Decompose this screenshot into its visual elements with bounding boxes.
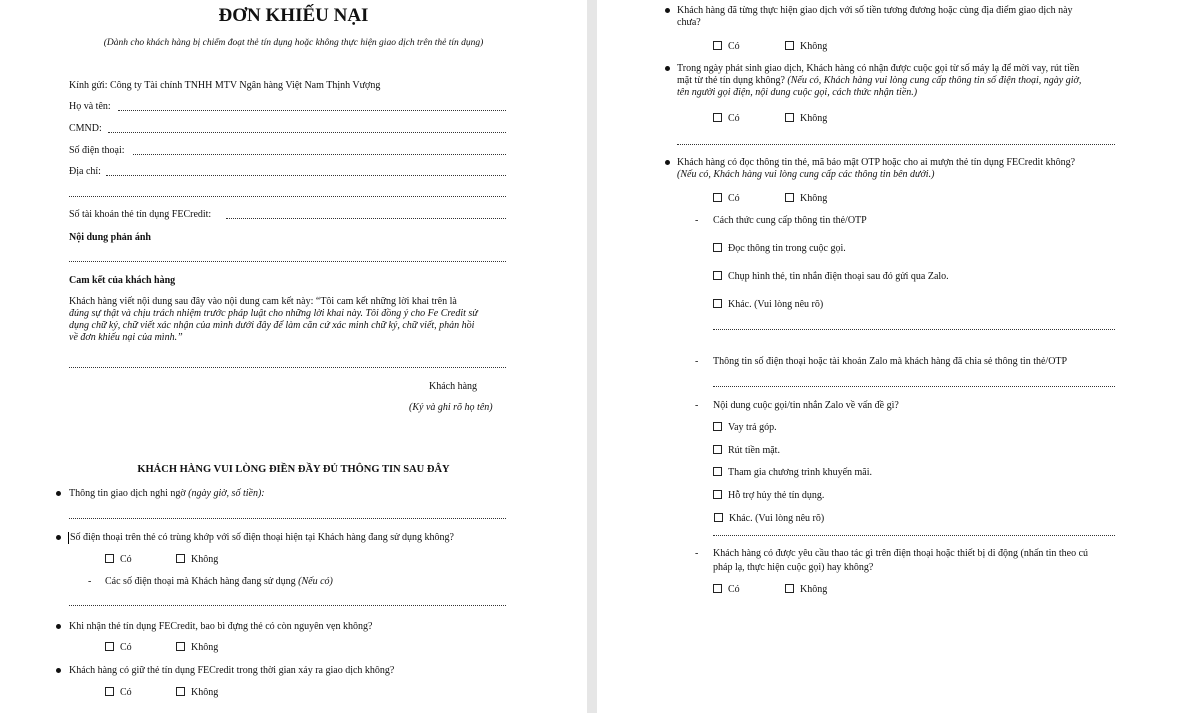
commit-text-line1 bbox=[69, 296, 457, 308]
q1-hint: (ngày giờ, số tiền): bbox=[185, 488, 265, 499]
q4-text: Khách hàng có giữ thẻ tín dụng FECredit trong thời gian xảy ra giao dịch không? bbox=[69, 665, 395, 676]
yes-label: Có bbox=[120, 687, 132, 698]
yes-label: Có bbox=[728, 113, 740, 124]
bullet bbox=[665, 160, 670, 165]
checkbox-icon[interactable] bbox=[176, 687, 185, 696]
checkbox-icon[interactable] bbox=[105, 554, 114, 563]
bullet bbox=[56, 668, 61, 673]
text-cursor bbox=[68, 532, 69, 544]
opt-other-label: Khác. (Vui lòng nêu rõ) bbox=[728, 299, 824, 310]
no-label: Không bbox=[800, 584, 828, 595]
opt-other-field[interactable] bbox=[713, 329, 1115, 330]
q4-yes-option[interactable] bbox=[105, 687, 132, 699]
opt-other2[interactable] bbox=[714, 513, 824, 525]
no-label: Không bbox=[191, 642, 219, 653]
bullet bbox=[56, 491, 61, 496]
q6-text-line3: tên người gọi điện, nội dung cuộc gọi, cách thức nhận tiền.) bbox=[677, 87, 918, 98]
q2-yes-option[interactable] bbox=[105, 554, 132, 566]
checkbox-icon[interactable] bbox=[105, 687, 114, 696]
dash-marker: - bbox=[695, 215, 699, 226]
checkbox-icon[interactable] bbox=[785, 113, 794, 122]
bullet bbox=[56, 535, 61, 540]
section-heading: KHÁCH HÀNG VUI LÒNG ĐIỀN ĐẦY ĐỦ THÔNG TIN SAU ĐÂY bbox=[137, 464, 450, 475]
commit-text-line3: dụng chữ ký, chữ viết xác nhận của mình dưới đây để làm căn cứ xác minh chữ ký, chữ viết, phản hồi bbox=[69, 320, 475, 331]
checkbox-icon[interactable] bbox=[785, 193, 794, 202]
q5-yes-option[interactable] bbox=[713, 41, 740, 53]
q6-text-line2 bbox=[677, 75, 1081, 87]
no-label: Không bbox=[191, 687, 219, 698]
customer-label: Khách hàng bbox=[429, 381, 478, 392]
q2-sub-text bbox=[105, 576, 333, 588]
name-field[interactable] bbox=[118, 110, 506, 111]
sub-phone-zalo-field[interactable] bbox=[713, 386, 1115, 387]
q1-label: Thông tin giao dịch nghi ngờ bbox=[69, 488, 186, 499]
q6-text-line2-hint: (Nếu có, Khách hàng vui lòng cung cấp thông tin số điện thoại, ngày giờ, bbox=[787, 75, 1082, 86]
checkbox-icon[interactable] bbox=[176, 554, 185, 563]
opt-installment-label: Vay trả góp. bbox=[728, 422, 777, 433]
yes-label: Có bbox=[728, 193, 740, 204]
checkbox-icon[interactable] bbox=[713, 299, 722, 308]
sub-method-text: Cách thức cung cấp thông tin thẻ/OTP bbox=[713, 215, 867, 226]
opt-cancel[interactable] bbox=[713, 490, 824, 502]
q6-yes-option[interactable] bbox=[713, 113, 740, 125]
commit-text-line4: về đơn khiếu nại của mình.” bbox=[69, 332, 183, 343]
checkbox-icon[interactable] bbox=[176, 642, 185, 651]
checkbox-icon[interactable] bbox=[713, 422, 722, 431]
checkbox-icon[interactable] bbox=[713, 113, 722, 122]
q5-no-option[interactable] bbox=[785, 41, 827, 53]
bullet bbox=[665, 66, 670, 71]
opt-photo-zalo-label: Chụp hình thẻ, tin nhắn điện thoại sau đó gửi qua Zalo. bbox=[728, 271, 949, 282]
q5-text-line2: chưa? bbox=[677, 17, 701, 28]
opt-promo[interactable] bbox=[713, 467, 872, 479]
sub-device-line2: pháp lạ, thực hiện cuộc gọi) hay không? bbox=[713, 562, 874, 573]
commit-text-line2: đúng sự thật và chịu trách nhiệm trước pháp luật cho những lời khai này. Tôi đồng ý cho Fe Credit sử bbox=[69, 308, 478, 319]
phone-label: Số điện thoại: bbox=[69, 145, 125, 156]
opt-other2-label: Khác. (Vui lòng nêu rõ) bbox=[729, 513, 825, 524]
q2-sub-hint: (Nếu có) bbox=[295, 576, 333, 587]
dash-marker: - bbox=[695, 356, 699, 367]
device-no-option[interactable] bbox=[785, 584, 827, 596]
document-page-1 bbox=[0, 0, 587, 713]
opt-cancel-label: Hỗ trợ hủy thẻ tín dụng. bbox=[728, 490, 825, 501]
phone-field[interactable] bbox=[133, 154, 506, 155]
address-label: Địa chỉ: bbox=[69, 166, 101, 177]
q6-text-line1: Trong ngày phát sinh giao dịch, Khách hàng có nhận được cuộc gọi từ số máy lạ để mời vay, rút tiền bbox=[677, 63, 1080, 74]
addressee: Kính gửi: Công ty Tài chính TNHH MTV Ngân hàng Việt Nam Thịnh Vượng bbox=[69, 80, 381, 91]
dash-marker: - bbox=[695, 400, 699, 411]
checkbox-icon[interactable] bbox=[785, 584, 794, 593]
opt-installment[interactable] bbox=[713, 422, 777, 434]
account-label: Số tài khoản thẻ tín dụng FECredit: bbox=[69, 209, 212, 220]
q2-sub-label: Các số điện thoại mà Khách hàng đang sử dụng bbox=[105, 576, 296, 587]
document-page-2 bbox=[597, 0, 1200, 713]
checkbox-icon[interactable] bbox=[713, 193, 722, 202]
name-label: Họ và tên: bbox=[69, 101, 111, 112]
opt-other[interactable] bbox=[713, 299, 823, 311]
commit-text-line1-span: Khách hàng viết nội dung sau đây vào nội dung cam kết này: “Tôi cam kết những lời khai trên là bbox=[69, 296, 457, 307]
form-title: ĐƠN KHIẾU NẠI bbox=[218, 5, 369, 26]
checkbox-icon[interactable] bbox=[713, 467, 722, 476]
sub-phone-zalo-text: Thông tin số điện thoại hoặc tài khoản Zalo mà khách hàng đã chia sẻ thông tin thẻ/OTP bbox=[713, 356, 1068, 367]
q2-sub-field[interactable] bbox=[69, 605, 506, 606]
yes-label: Có bbox=[120, 642, 132, 653]
id-label: CMND: bbox=[69, 123, 102, 134]
id-field[interactable] bbox=[108, 132, 506, 133]
opt-read-call[interactable] bbox=[713, 243, 846, 255]
content-heading: Nội dung phản ánh bbox=[69, 232, 151, 243]
no-label: Không bbox=[191, 554, 219, 565]
q4-no-option[interactable] bbox=[176, 687, 218, 699]
q2-text: Số điện thoại trên thẻ có trùng khớp với số điện thoại hiện tại Khách hàng đang sử dụng không? bbox=[70, 532, 454, 543]
dash-marker: - bbox=[695, 548, 699, 559]
q7-text-line1: Khách hàng có đọc thông tin thẻ, mã bảo mật OTP hoặc cho ai mượn thẻ tín dụng FECredit không? bbox=[677, 157, 1076, 168]
form-subtitle: (Dành cho khách hàng bị chiếm đoạt thẻ tín dụng hoặc không thực hiện giao dịch trên thẻ tín dụng) bbox=[103, 38, 484, 48]
commit-field[interactable] bbox=[69, 367, 506, 368]
account-field[interactable] bbox=[226, 218, 506, 219]
yes-label: Có bbox=[120, 554, 132, 565]
address-field-line2[interactable] bbox=[69, 196, 506, 197]
opt-read-call-label: Đọc thông tin trong cuộc gọi. bbox=[728, 243, 846, 254]
q7-text-line2: (Nếu có, Khách hàng vui lòng cung cấp các thông tin bên dưới.) bbox=[677, 169, 935, 180]
checkbox-icon[interactable] bbox=[713, 490, 722, 499]
bullet bbox=[56, 624, 61, 629]
q7-no-option[interactable] bbox=[785, 193, 827, 205]
device-yes-option[interactable] bbox=[713, 584, 740, 596]
sub-device-line1: Khách hàng có được yêu cầu thao tác gì trên điện thoại hoặc thiết bị di động (nhấn tin theo cú bbox=[713, 548, 1089, 559]
opt-photo-zalo[interactable] bbox=[713, 271, 949, 283]
checkbox-icon[interactable] bbox=[785, 41, 794, 50]
checkbox-icon[interactable] bbox=[713, 41, 722, 50]
commit-heading: Cam kết của khách hàng bbox=[69, 275, 176, 286]
checkbox-icon[interactable] bbox=[713, 584, 722, 593]
no-label: Không bbox=[800, 113, 828, 124]
content-field[interactable] bbox=[69, 261, 506, 262]
q6-no-option[interactable] bbox=[785, 113, 827, 125]
checkbox-icon[interactable] bbox=[713, 445, 722, 454]
q2-no-option[interactable] bbox=[176, 554, 218, 566]
opt-cash[interactable] bbox=[713, 445, 780, 457]
opt-other2-field[interactable] bbox=[713, 535, 1115, 536]
no-label: Không bbox=[800, 193, 828, 204]
q6-field[interactable] bbox=[677, 144, 1115, 145]
checkbox-icon[interactable] bbox=[713, 243, 722, 252]
q3-yes-option[interactable] bbox=[105, 642, 132, 654]
opt-cash-label: Rút tiền mặt. bbox=[728, 445, 780, 456]
bullet bbox=[665, 8, 670, 13]
q7-yes-option[interactable] bbox=[713, 193, 740, 205]
q5-text-line1: Khách hàng đã từng thực hiện giao dịch với số tiền tương đương hoặc cùng địa điểm giao dịch này bbox=[677, 5, 1073, 16]
dash-marker: - bbox=[88, 576, 92, 587]
yes-label: Có bbox=[728, 584, 740, 595]
checkbox-icon[interactable] bbox=[105, 642, 114, 651]
opt-promo-label: Tham gia chương trình khuyến mãi. bbox=[728, 467, 873, 478]
q3-no-option[interactable] bbox=[176, 642, 218, 654]
checkbox-icon[interactable] bbox=[714, 513, 723, 522]
checkbox-icon[interactable] bbox=[713, 271, 722, 280]
no-label: Không bbox=[800, 41, 828, 52]
q1-field[interactable] bbox=[69, 518, 506, 519]
address-field[interactable] bbox=[106, 175, 506, 176]
q3-text: Khi nhận thẻ tín dụng FECredit, bao bì đựng thẻ có còn nguyên vẹn không? bbox=[69, 621, 373, 632]
signature-label: (Ký và ghi rõ họ tên) bbox=[409, 402, 493, 413]
q1-text bbox=[69, 488, 265, 500]
yes-label: Có bbox=[728, 41, 740, 52]
sub-content-text: Nội dung cuộc gọi/tin nhắn Zalo về vấn đề gì? bbox=[713, 400, 899, 411]
q6-text-line2-normal: mặt từ thẻ tín dụng không? bbox=[677, 75, 788, 86]
